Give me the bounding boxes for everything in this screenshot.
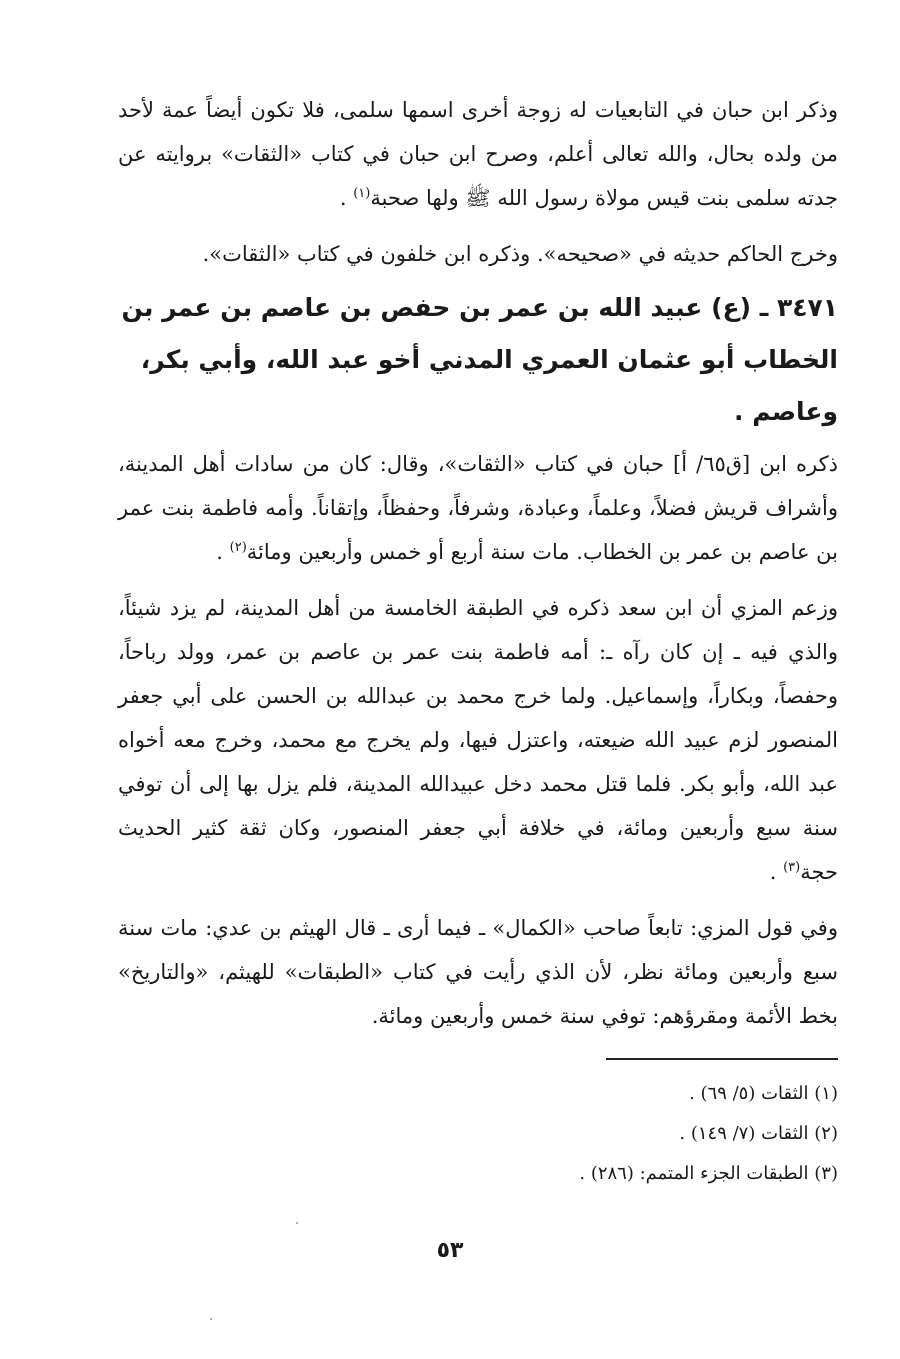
page-number: ٥٣	[436, 1238, 464, 1263]
paragraph-3-end: .	[216, 540, 230, 564]
page-body	[118, 88, 838, 1038]
entry-title: ٣٤٧١ ـ (ع) عبيد الله بن عمر بن حفص بن عاصم بن عمر بن الخطاب أبو عثمان العمري المدني أخو عبد الله، وأبي بكر، وعاصم .	[121, 293, 838, 426]
footnote-3: (٣) الطبقات الجزء المتمم: (٢٨٦) .	[579, 1163, 838, 1184]
paragraph-4-end: .	[769, 860, 784, 884]
paragraph-3	[118, 442, 838, 574]
paragraph-1	[118, 88, 838, 220]
paragraph-2: وخرج الحاكم حديثه في «صحيحه». وذكره ابن خلفون في كتاب «الثقات».	[202, 242, 838, 266]
paragraph-3-text: ذكره ابن [ق٦٥/ أ] حبان في كتاب «الثقات»، وقال: كان من سادات أهل المدينة، وأشراف قريش فضلاً، وعلماً، وعبادة، وشرفاً، وحفظاً، وإتقاناً. وأمه فاطمة بنت عمر بن عاصم بن عمر بن الخطاب. مات سنة أربع أو خمس وأربعين ومائة	[118, 452, 838, 564]
footnote-ref-3: (٣)	[783, 860, 801, 875]
footnote-ref-1: (١)	[353, 186, 371, 201]
paragraph-1-end: .	[339, 186, 354, 210]
footnote-2: (٢) الثقات (٧/ ١٤٩) .	[679, 1123, 838, 1144]
footnote-1: (١) الثقات (٥/ ٦٩) .	[689, 1083, 838, 1104]
scan-speck	[210, 1318, 212, 1320]
footnote-ref-2: (٢)	[229, 540, 247, 555]
paragraph-5: وفي قول المزي: تابعاً صاحب «الكمال» ـ فيما أرى ـ قال الهيثم بن عدي: مات سنة سبع وأربعين ومائة نظر، لأن الذي رأيت في كتاب «الطبقات» للهيثم، «والتاريخ» بخط الأئمة ومقرؤهم: توفي سنة خمس وأربعين ومائة.	[118, 916, 838, 1028]
scan-speck	[296, 1222, 298, 1224]
paragraph-4	[118, 586, 838, 894]
footnotes	[118, 1074, 838, 1194]
paragraph-1-text: وذكر ابن حبان في التابعيات له زوجة أخرى اسمها سلمى، فلا تكون أيضاً عمة لأحد من ولده بحال، والله تعالى أعلم، وصرح ابن حبان في كتاب «الثقات» بروايته عن جدته سلمى بنت قيس مولاة رسول الله ﷺ ولها صحبة	[118, 98, 838, 210]
footnote-divider	[606, 1058, 838, 1060]
paragraph-4-text: وزعم المزي أن ابن سعد ذكره في الطبقة الخامسة من أهل المدينة، لم يزد شيئاً، والذي فيه ـ إن كان رآه ـ: أمه فاطمة بنت عمر بن عاصم بن عمر، وولد رباحاً، وحفصاً، وبكاراً، وإسماعيل. ولما خرج محمد بن عبدالله بن الحسن على أبي جعفر المنصور لزم عبيد الله ضيعته، واعتزل فيها، ولم يخرج مع محمد، وخرج معه أخواه عبد الله، وأبو بكر. فلما قتل محمد دخل عبيدالله المدينة، فلم يزل بها إلى أن توفي سنة سبع وأربعين ومائة، في خلافة أبي جعفر المنصور، وكان ثقة كثير الحديث حجة	[118, 596, 838, 884]
